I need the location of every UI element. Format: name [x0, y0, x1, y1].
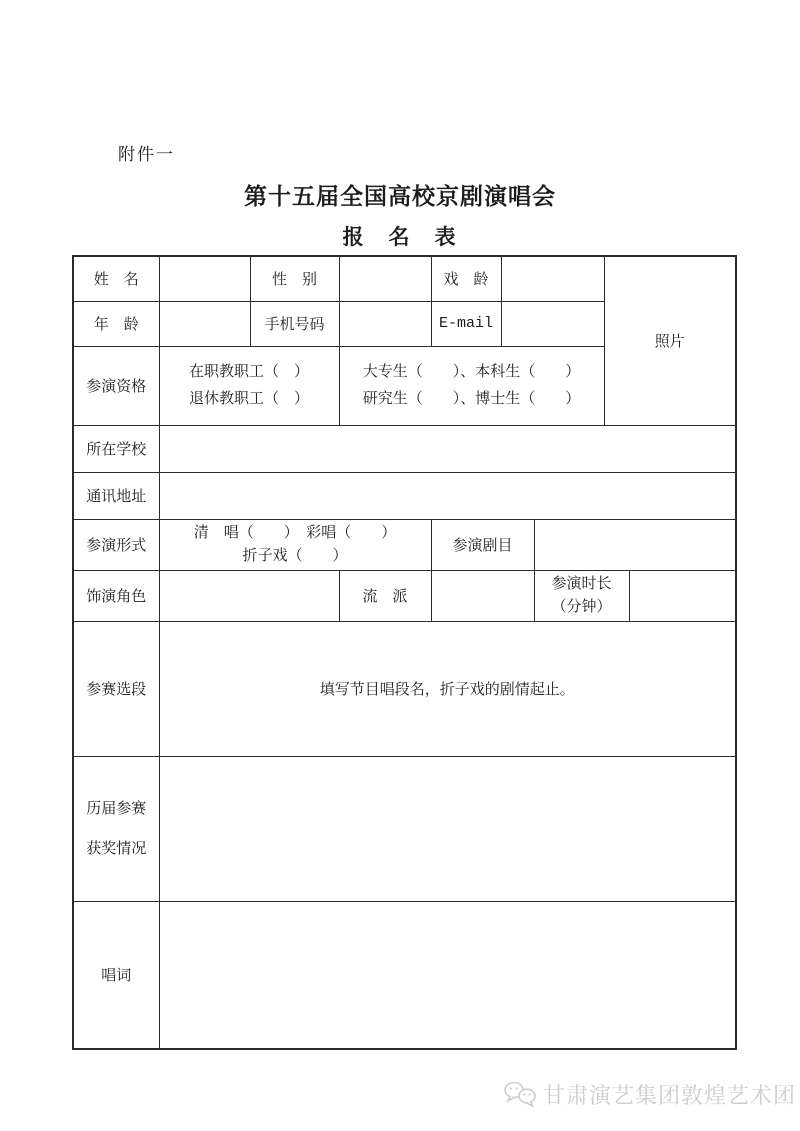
- age-label: 年 龄: [73, 301, 159, 346]
- opera-age-value-cell: [501, 256, 604, 301]
- qualification-student-options: [339, 346, 604, 425]
- qualification-label: 参演资格: [73, 346, 159, 425]
- row-address: [73, 472, 736, 519]
- attachment-label: 附件一: [118, 145, 175, 164]
- row-name: [73, 256, 736, 301]
- row-role: [73, 570, 736, 621]
- wechat-icon: [503, 1080, 539, 1110]
- row-perform-type: [73, 519, 736, 570]
- mobile-label: 手机号码: [250, 301, 339, 346]
- mobile-value-cell: [339, 301, 431, 346]
- duration-value-cell: [629, 570, 736, 621]
- selection-label: 参赛选段: [73, 621, 159, 756]
- gender-label: 性 别: [250, 256, 339, 301]
- photo-cell: 照片: [604, 256, 736, 425]
- duration-label-line1: 参演时长: [551, 575, 612, 592]
- perform-type-line1: 清 唱（ ） 彩唱（ ）: [193, 524, 397, 541]
- watermark-text: 甘肃演艺集团敦煌艺术团: [542, 1083, 796, 1108]
- lyrics-value-cell: [159, 901, 736, 1049]
- repertoire-label: 参演剧目: [431, 519, 534, 570]
- duration-label-line2: （分钟）: [551, 598, 612, 615]
- duration-label: [534, 570, 629, 621]
- form-title: 报 名 表: [342, 225, 458, 249]
- role-value-cell: [159, 570, 339, 621]
- qualification-staff-line1: 在职教职工（ ）: [188, 363, 309, 380]
- perform-type-options: [159, 519, 431, 570]
- perform-type-line2: 折子戏（ ）: [242, 547, 348, 564]
- row-school: [73, 425, 736, 472]
- email-value-cell: [501, 301, 604, 346]
- gender-value-cell: [339, 256, 431, 301]
- registration-table: [72, 255, 737, 1050]
- awards-label: [73, 756, 159, 901]
- qualification-student-line2: 研究生（ ）、博士生（ ）: [362, 390, 581, 407]
- row-selection: [73, 621, 736, 756]
- awards-label-line1: 历届参赛: [86, 800, 147, 817]
- address-value-cell: [159, 472, 736, 519]
- age-value-cell: [159, 301, 250, 346]
- style-label: 流 派: [339, 570, 431, 621]
- school-value-cell: [159, 425, 736, 472]
- row-awards: [73, 756, 736, 901]
- awards-value-cell: [159, 756, 736, 901]
- name-label: 姓 名: [73, 256, 159, 301]
- awards-label-line2: 获奖情况: [86, 840, 147, 857]
- watermark: [503, 1079, 796, 1110]
- name-value-cell: [159, 256, 250, 301]
- qualification-student-line1: 大专生（ ）、本科生（ ）: [362, 363, 581, 380]
- perform-type-label: 参演形式: [73, 519, 159, 570]
- document-title: 第十五届全国高校京剧演唱会: [244, 184, 556, 209]
- row-lyrics: [73, 901, 736, 1049]
- role-label: 饰演角色: [73, 570, 159, 621]
- email-label: E-mail: [431, 301, 501, 346]
- repertoire-value-cell: [534, 519, 736, 570]
- school-label: 所在学校: [73, 425, 159, 472]
- style-value-cell: [431, 570, 534, 621]
- address-label: 通讯地址: [73, 472, 159, 519]
- selection-hint-cell: 填写节目唱段名，折子戏的剧情起止。: [159, 621, 736, 756]
- lyrics-label: 唱词: [73, 901, 159, 1049]
- qualification-staff-options: [159, 346, 339, 425]
- opera-age-label: 戏 龄: [431, 256, 501, 301]
- qualification-staff-line2: 退休教职工（ ）: [188, 390, 309, 407]
